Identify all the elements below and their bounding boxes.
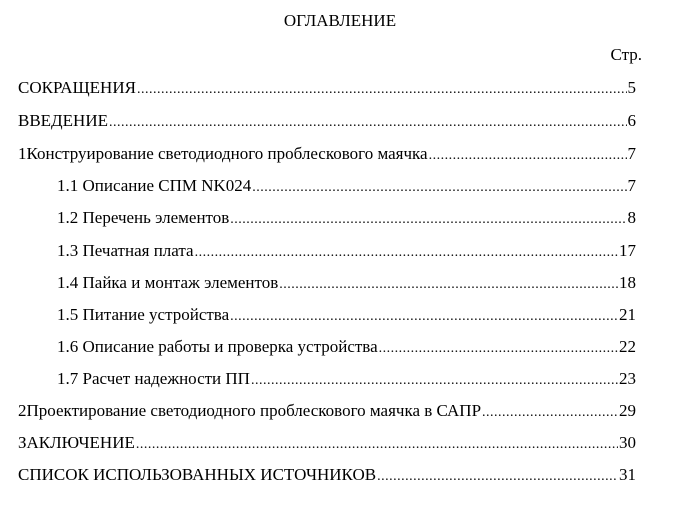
toc-entry-text: ВВЕДЕНИЕ xyxy=(18,111,108,130)
toc-entry-text: 1.2 Перечень элементов xyxy=(57,208,230,227)
dot-leader xyxy=(377,467,618,487)
toc-entry-text: Проектирование светодиодного проблескового маячка в САПР xyxy=(26,401,482,420)
toc-entry-page: 7 xyxy=(627,144,636,163)
dot-leader xyxy=(230,210,626,230)
dot-leader xyxy=(137,80,627,100)
dot-leader xyxy=(251,371,618,391)
toc-entry-page: 21 xyxy=(619,305,636,324)
toc-entry-abbreviations[interactable] xyxy=(18,78,636,98)
toc-entry-page: 18 xyxy=(619,273,636,292)
toc-entry-text: 1.6 Описание работы и проверка устройства xyxy=(57,337,378,356)
toc-entry-1-6[interactable] xyxy=(57,337,636,357)
toc-entry-chapter-1[interactable] xyxy=(18,144,636,164)
toc-entry-text: ЗАКЛЮЧЕНИЕ xyxy=(18,433,135,452)
toc-entry-page: 5 xyxy=(627,78,636,97)
toc-entry-page: 31 xyxy=(619,465,636,484)
toc-entry-page: 22 xyxy=(619,337,636,356)
toc-entry-text: 1.3 Печатная плата xyxy=(57,241,194,260)
toc-entry-text: 1.1 Описание СПМ NK024 xyxy=(57,176,252,195)
dot-leader xyxy=(136,435,618,455)
toc-entry-page: 23 xyxy=(619,369,636,388)
toc-entry-1-2[interactable] xyxy=(57,208,636,228)
toc-entry-number: 1 xyxy=(18,144,27,163)
toc-entry-page: 30 xyxy=(619,433,636,452)
toc-entry-text: 1.5 Питание устройства xyxy=(57,305,230,324)
dot-leader xyxy=(429,146,627,166)
toc-entry-1-1[interactable] xyxy=(57,176,636,196)
toc-entry-page: 17 xyxy=(619,241,636,260)
toc-entry-conclusion[interactable] xyxy=(18,433,636,453)
toc-entry-text: 1.7 Расчет надежности ПП xyxy=(57,369,250,388)
toc-entry-text: СПИСОК ИСПОЛЬЗОВАННЫХ ИСТОЧНИКОВ xyxy=(18,465,377,484)
dot-leader xyxy=(109,113,627,133)
dot-leader xyxy=(379,339,618,359)
toc-entry-text: СОКРАЩЕНИЯ xyxy=(18,78,136,97)
dot-leader xyxy=(252,178,626,198)
dot-leader xyxy=(279,275,618,295)
dot-leader xyxy=(482,403,618,423)
dot-leader xyxy=(230,307,618,327)
toc-entry-text: Конструирование светодиодного проблескового маячка xyxy=(26,144,428,163)
toc-entry-page: 8 xyxy=(627,208,636,227)
toc-entry-introduction[interactable] xyxy=(18,111,636,131)
toc-entry-1-4[interactable] xyxy=(57,273,636,293)
toc-entry-number: 2 xyxy=(18,401,27,420)
toc-entry-page: 7 xyxy=(627,176,636,195)
toc-entry-chapter-2[interactable] xyxy=(18,401,636,421)
dot-leader xyxy=(195,243,618,263)
toc-entry-1-5[interactable] xyxy=(57,305,636,325)
toc-entry-references[interactable] xyxy=(18,465,636,485)
toc-entry-1-3[interactable] xyxy=(57,241,636,261)
toc-entry-1-7[interactable] xyxy=(57,369,636,389)
toc-entry-page: 6 xyxy=(627,111,636,130)
page-column-header: Стр. xyxy=(610,45,642,64)
toc-entry-text: 1.4 Пайка и монтаж элементов xyxy=(57,273,279,292)
toc-title: ОГЛАВЛЕНИЕ xyxy=(283,11,397,30)
toc-entry-page: 29 xyxy=(619,401,636,420)
